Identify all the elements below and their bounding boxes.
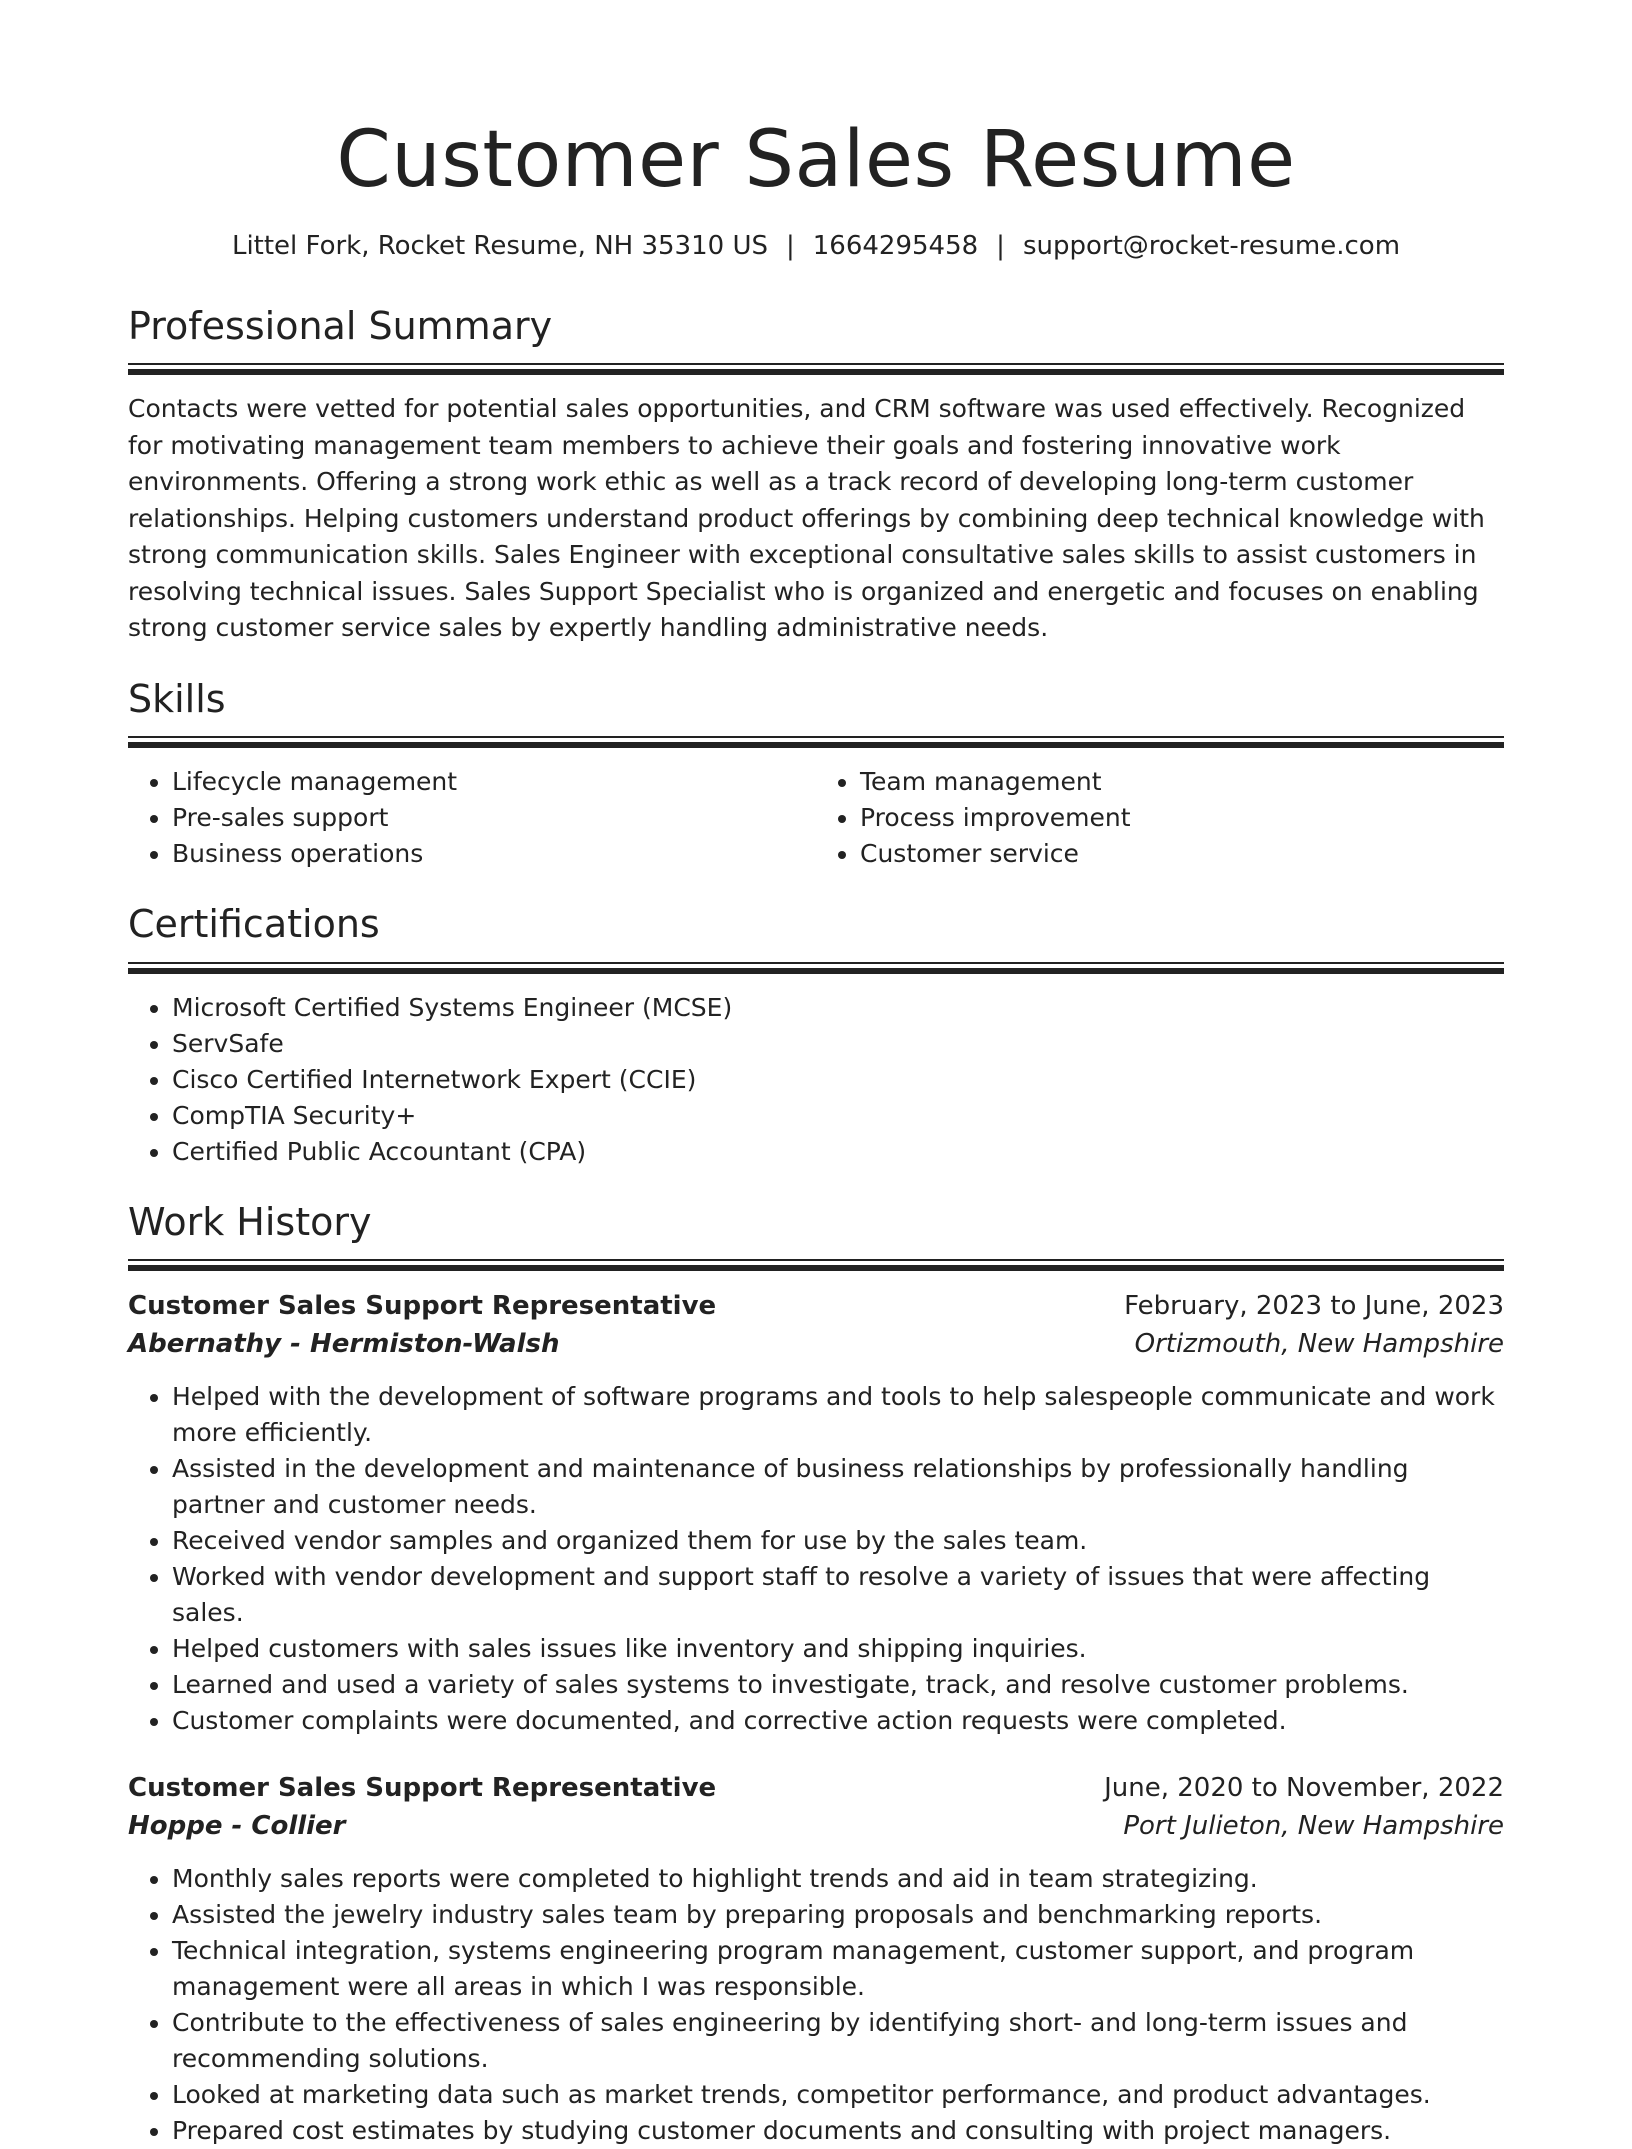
skills-list bbox=[128, 764, 1504, 872]
job-entry bbox=[128, 1769, 1504, 2149]
contact-phone: 1664295458 bbox=[812, 230, 979, 261]
section-divider bbox=[128, 363, 1504, 375]
resume-title: Customer Sales Resume bbox=[336, 115, 1296, 205]
job-bullet: • Contribute to the effectiveness of sales engineering by identifying short- and long-term issues and recommending solutions. bbox=[172, 2005, 1504, 2077]
job-dates: February, 2023 to June, 2023 bbox=[1124, 1291, 1504, 1322]
contact-separator: | bbox=[996, 230, 1005, 261]
job-bullet: • Technical integration, systems engineering program management, customer support, and program management were all areas in which I was responsible. bbox=[172, 1933, 1504, 2005]
job-subheader bbox=[128, 1325, 1504, 1363]
work-history-heading: Work History bbox=[128, 1199, 372, 1244]
skill-item: • Process improvement bbox=[860, 800, 1504, 836]
job-bullet: • Customer complaints were documented, and corrective action requests were completed. bbox=[172, 1703, 1504, 1739]
job-bullets bbox=[128, 1861, 1504, 2149]
certifications-list bbox=[128, 990, 1504, 1170]
job-dates: June, 2020 to November, 2022 bbox=[1104, 1773, 1504, 1804]
job-entry bbox=[128, 1287, 1504, 1739]
job-bullet: • Assisted the jewelry industry sales team by preparing proposals and benchmarking reports. bbox=[172, 1897, 1504, 1933]
job-bullet: • Worked with vendor development and support staff to resolve a variety of issues that were affecting sales. bbox=[172, 1559, 1504, 1631]
contact-line bbox=[128, 230, 1504, 264]
job-bullets bbox=[128, 1379, 1504, 1739]
skills-column-left bbox=[128, 764, 816, 872]
section-divider bbox=[128, 736, 1504, 748]
summary-heading: Professional Summary bbox=[128, 303, 553, 348]
job-bullet: • Helped customers with sales issues like inventory and shipping inquiries. bbox=[172, 1631, 1504, 1667]
contact-separator: | bbox=[785, 230, 795, 261]
section-divider bbox=[128, 1259, 1504, 1271]
certification-item: • ServSafe bbox=[172, 1026, 1504, 1062]
job-location: Port Julieton, New Hampshire bbox=[1123, 1811, 1504, 1842]
section-divider bbox=[128, 962, 1504, 974]
job-title: Customer Sales Support Representative bbox=[128, 1291, 717, 1322]
certification-item: • Microsoft Certified Systems Engineer (MCSE) bbox=[172, 990, 1504, 1026]
job-company: Abernathy - Hermiston-Walsh bbox=[128, 1329, 560, 1360]
job-bullet: • Received vendor samples and organized them for use by the sales team. bbox=[172, 1523, 1504, 1559]
job-header bbox=[128, 1287, 1504, 1325]
job-bullet: • Helped with the development of software programs and tools to help salespeople communicate and work more efficiently. bbox=[172, 1379, 1504, 1451]
certification-item: • Cisco Certified Internetwork Expert (CCIE) bbox=[172, 1062, 1504, 1098]
job-bullet: • Looked at marketing data such as market trends, competitor performance, and product advantages. bbox=[172, 2077, 1504, 2113]
job-location: Ortizmouth, New Hampshire bbox=[1134, 1329, 1504, 1360]
certification-item: • CompTIA Security+ bbox=[172, 1098, 1504, 1134]
certification-item: • Certified Public Accountant (CPA) bbox=[172, 1134, 1504, 1170]
job-header bbox=[128, 1769, 1504, 1807]
skill-item: • Team management bbox=[860, 764, 1504, 800]
job-subheader bbox=[128, 1807, 1504, 1845]
job-bullet: • Prepared cost estimates by studying customer documents and consulting with project managers. bbox=[172, 2113, 1504, 2149]
skill-item: • Customer service bbox=[860, 836, 1504, 872]
job-bullet: • Monthly sales reports were completed to highlight trends and aid in team strategizing. bbox=[172, 1861, 1504, 1897]
summary-text: Contacts were vetted for potential sales opportunities, and CRM software was used effectively. Recognized for motivating management team members to achieve their goals and fostering innovative work environments. Offering a strong work ethic as well as a track record of developing long-term customer relationships. Helping customers understand product offerings by combining deep technical knowledge with strong communication skills. Sales Engineer with exceptional consultative sales skills to assist customers in resolving technical issues. Sales Support Specialist who is organized and energetic and focuses on enabling strong customer service sales by expertly handling administrative needs. bbox=[128, 394, 1485, 643]
skills-heading: Skills bbox=[128, 676, 226, 721]
skill-item: • Lifecycle management bbox=[172, 764, 816, 800]
skill-item: • Business operations bbox=[172, 836, 816, 872]
skill-item: • Pre-sales support bbox=[172, 800, 816, 836]
contact-email: support@rocket-resume.com bbox=[1022, 230, 1401, 261]
job-bullet: • Assisted in the development and maintenance of business relationships by professionally handling partner and customer needs. bbox=[172, 1451, 1504, 1523]
contact-address: Littel Fork, Rocket Resume, NH 35310 US bbox=[231, 230, 768, 261]
certifications-heading: Certifications bbox=[128, 902, 380, 947]
job-title: Customer Sales Support Representative bbox=[128, 1773, 717, 1804]
skills-column-right bbox=[816, 764, 1504, 872]
job-company: Hoppe - Collier bbox=[128, 1811, 346, 1842]
job-bullet: • Learned and used a variety of sales systems to investigate, track, and resolve customer problems. bbox=[172, 1667, 1504, 1703]
